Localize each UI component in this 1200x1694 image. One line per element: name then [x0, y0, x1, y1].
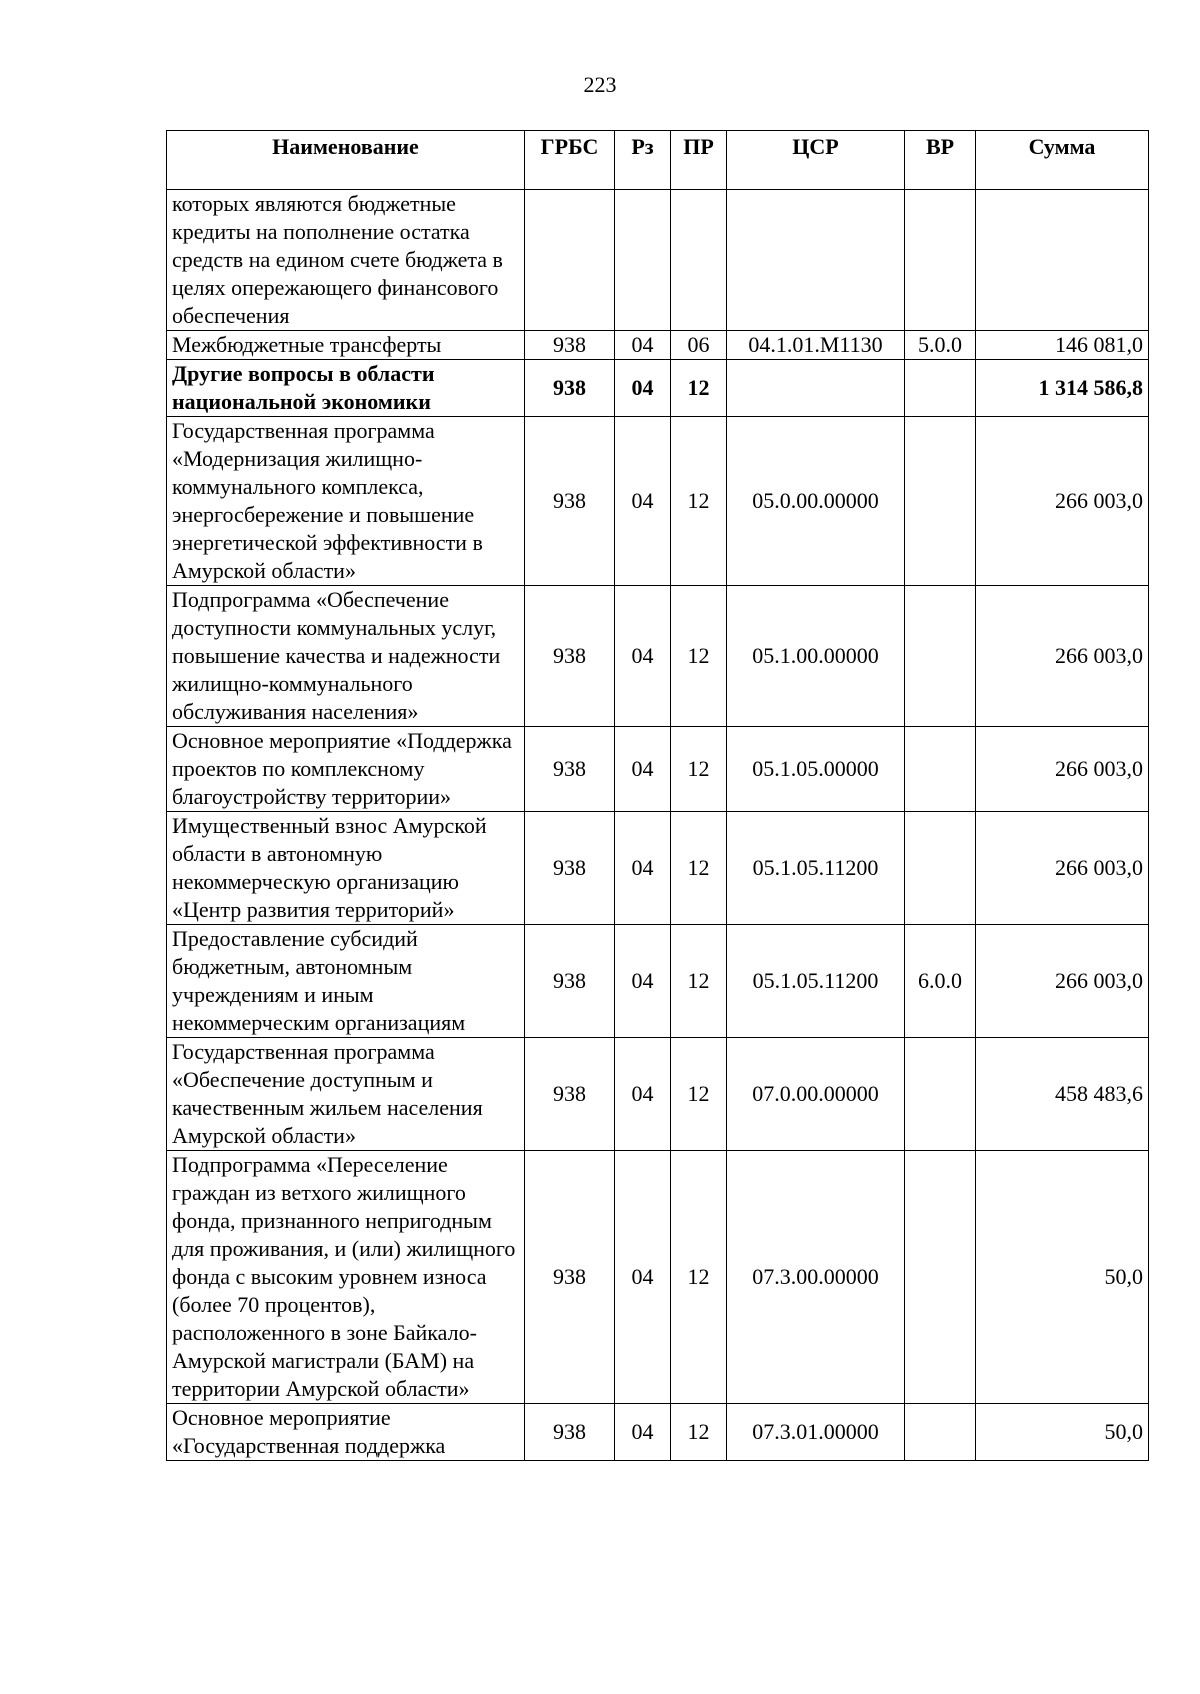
cell-csr: 05.1.05.11200: [727, 812, 905, 925]
cell-pr: 12: [671, 812, 727, 925]
cell-csr: 07.3.00.00000: [727, 1151, 905, 1404]
cell-grbs: [525, 190, 615, 331]
cell-sum: 50,0: [976, 1151, 1149, 1404]
cell-grbs: 938: [525, 812, 615, 925]
cell-vr: [905, 812, 976, 925]
cell-csr: 05.1.05.00000: [727, 727, 905, 812]
cell-rz: 04: [615, 360, 671, 417]
cell-sum: 266 003,0: [976, 925, 1149, 1038]
cell-vr: [905, 586, 976, 727]
cell-sum: 146 081,0: [976, 331, 1149, 360]
table-row: [167, 586, 1149, 727]
cell-grbs: 938: [525, 925, 615, 1038]
cell-sum: 266 003,0: [976, 417, 1149, 586]
cell-name: Межбюджетные трансферты: [167, 331, 525, 360]
cell-rz: 04: [615, 1038, 671, 1151]
cell-vr: [905, 417, 976, 586]
cell-grbs: 938: [525, 360, 615, 417]
cell-rz: [615, 190, 671, 331]
header-rz: Рз: [615, 131, 671, 190]
cell-csr: 04.1.01.M1130: [727, 331, 905, 360]
cell-csr: [727, 190, 905, 331]
cell-rz: 04: [615, 331, 671, 360]
header-vr: ВР: [905, 131, 976, 190]
cell-grbs: 938: [525, 331, 615, 360]
cell-rz: 04: [615, 586, 671, 727]
table-row: [167, 1151, 1149, 1404]
cell-vr: [905, 360, 976, 417]
header-name: Наименование: [167, 131, 525, 190]
table-row: [167, 812, 1149, 925]
cell-sum: 458 483,6: [976, 1038, 1149, 1151]
table-row: [167, 1038, 1149, 1151]
cell-name: которых являются бюджетные кредиты на пополнение остатка средств на едином счете бюджета в целях опережающего финансового обеспечения: [167, 190, 525, 331]
table-row: [167, 1404, 1149, 1461]
table-row: [167, 417, 1149, 586]
cell-vr: [905, 1151, 976, 1404]
table-row: [167, 727, 1149, 812]
budget-table: [166, 130, 1149, 1461]
cell-vr: [905, 1038, 976, 1151]
cell-name: Предоставление субсидий бюджетным, автономным учреждениям и иным некоммерческим организациям: [167, 925, 525, 1038]
cell-sum: 50,0: [976, 1404, 1149, 1461]
cell-pr: 12: [671, 1038, 727, 1151]
cell-rz: 04: [615, 812, 671, 925]
header-csr: ЦСР: [727, 131, 905, 190]
cell-grbs: 938: [525, 417, 615, 586]
cell-pr: [671, 190, 727, 331]
header-grbs: ГРБС: [525, 131, 615, 190]
cell-pr: 12: [671, 727, 727, 812]
cell-sum: 1 314 586,8: [976, 360, 1149, 417]
table-row: [167, 360, 1149, 417]
cell-vr: [905, 190, 976, 331]
page-number: 223: [583, 72, 617, 97]
cell-name: Основное мероприятие «Поддержка проектов по комплексному благоустройству территории»: [167, 727, 525, 812]
cell-csr: 05.1.05.11200: [727, 925, 905, 1038]
cell-pr: 12: [671, 360, 727, 417]
cell-vr: [905, 1404, 976, 1461]
cell-csr: 07.0.00.00000: [727, 1038, 905, 1151]
cell-name: Другие вопросы в области национальной экономики: [167, 360, 525, 417]
cell-vr: 5.0.0: [905, 331, 976, 360]
cell-sum: [976, 190, 1149, 331]
cell-pr: 12: [671, 1151, 727, 1404]
cell-pr: 06: [671, 331, 727, 360]
table-header-row: [167, 131, 1149, 190]
cell-grbs: 938: [525, 1038, 615, 1151]
cell-name: Подпрограмма «Переселение граждан из ветхого жилищного фонда, признанного непригодным для проживания, и (или) жилищного фонда с высоким уровнем износа (более 70 процентов), расположенного в зоне Байкало-Амурской магистрали (БАМ) на территории Амурской области»: [167, 1151, 525, 1404]
header-pr: ПР: [671, 131, 727, 190]
cell-pr: 12: [671, 1404, 727, 1461]
cell-rz: 04: [615, 727, 671, 812]
header-sum: Сумма: [976, 131, 1149, 190]
cell-grbs: 938: [525, 1151, 615, 1404]
cell-pr: 12: [671, 925, 727, 1038]
table-row: [167, 925, 1149, 1038]
cell-csr: [727, 360, 905, 417]
cell-name: Государственная программа «Обеспечение доступным и качественным жильем населения Амурской области»: [167, 1038, 525, 1151]
cell-vr: [905, 727, 976, 812]
cell-rz: 04: [615, 1151, 671, 1404]
cell-pr: 12: [671, 417, 727, 586]
cell-csr: 05.0.00.00000: [727, 417, 905, 586]
cell-grbs: 938: [525, 727, 615, 812]
cell-sum: 266 003,0: [976, 586, 1149, 727]
cell-rz: 04: [615, 417, 671, 586]
cell-grbs: 938: [525, 586, 615, 727]
cell-pr: 12: [671, 586, 727, 727]
cell-rz: 04: [615, 1404, 671, 1461]
table-body: [167, 190, 1149, 1461]
cell-name: Подпрограмма «Обеспечение доступности коммунальных услуг, повышение качества и надежности жилищно-коммунального обслуживания населения»: [167, 586, 525, 727]
table-row: [167, 190, 1149, 331]
cell-name: Основное мероприятие «Государственная поддержка: [167, 1404, 525, 1461]
cell-csr: 07.3.01.00000: [727, 1404, 905, 1461]
cell-csr: 05.1.00.00000: [727, 586, 905, 727]
cell-vr: 6.0.0: [905, 925, 976, 1038]
cell-name: Государственная программа «Модернизация жилищно-коммунального комплекса, энергосбережение и повышение энергетической эффективности в Амурской области»: [167, 417, 525, 586]
cell-sum: 266 003,0: [976, 812, 1149, 925]
cell-sum: 266 003,0: [976, 727, 1149, 812]
cell-grbs: 938: [525, 1404, 615, 1461]
table-row: [167, 331, 1149, 360]
cell-rz: 04: [615, 925, 671, 1038]
cell-name: Имущественный взнос Амурской области в автономную некоммерческую организацию «Центр развития территорий»: [167, 812, 525, 925]
